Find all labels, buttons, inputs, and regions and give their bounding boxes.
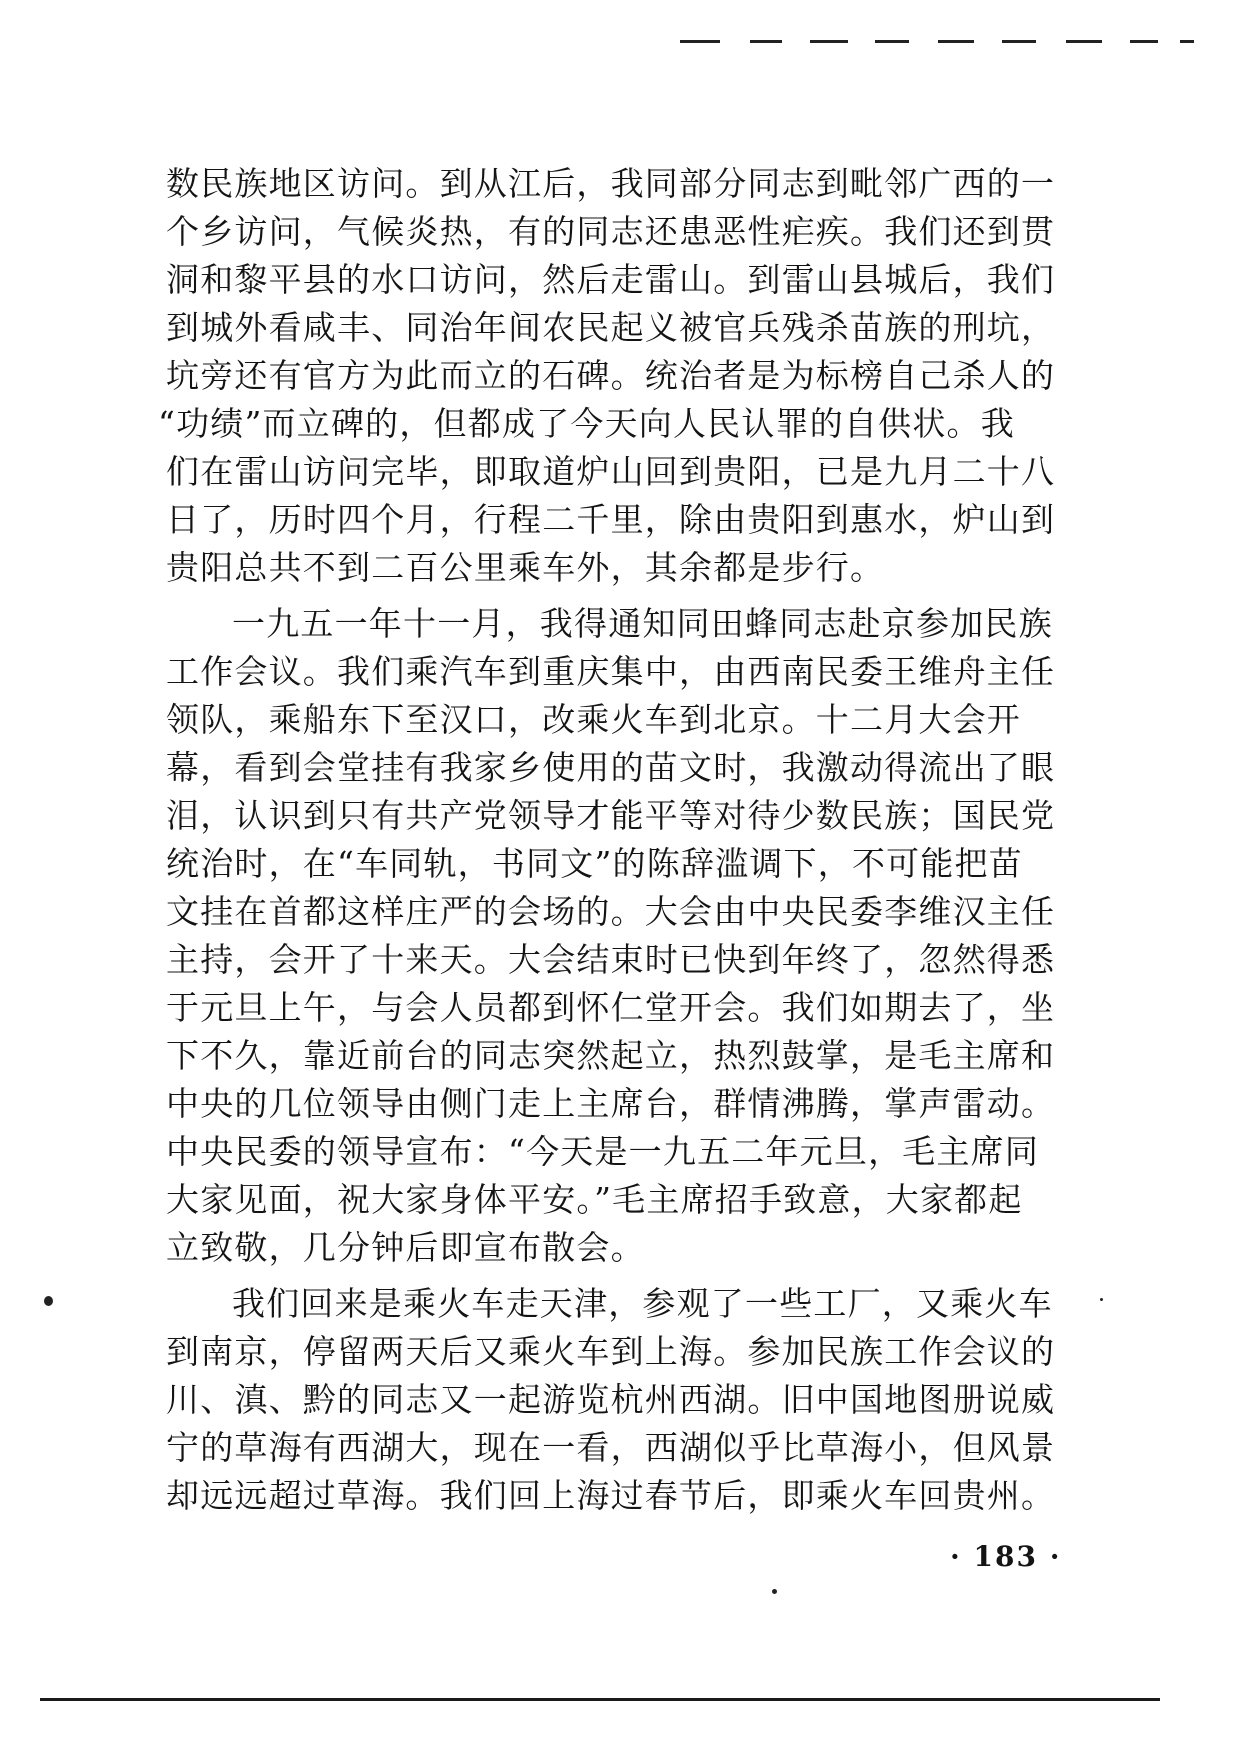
text-line: 数民族地区访问。到从江后，我同部分同志到毗邻广西的一 [166,164,1056,203]
text-line: 中央的几位领导由侧门走上主席台，群情沸腾，掌声雷动。 [166,1084,1056,1123]
text-line: 宁的草海有西湖大，现在一看，西湖似乎比草海小，但风景 [166,1428,1056,1467]
bottom-rule [40,1698,1160,1701]
text-line: 工作会议。我们乘汽车到重庆集中，由西南民委王维舟主任 [166,652,1056,691]
text-line: 坑旁还有官方为此而立的石碑。统治者是为标榜自己杀人的 [166,356,1056,395]
text-line: 日了，历时四个月，行程二千里，除由贵阳到惠水，炉山到 [166,500,1056,539]
text-line: 主持，会开了十来天。大会结束时已快到年终了，忽然得悉 [166,940,1056,979]
text-line: 中央民委的领导宣布：“今天是一九五二年元旦，毛主席同 [166,1132,1040,1171]
text-line: 文挂在首都这样庄严的会场的。大会由中央民委李维汉主任 [166,892,1056,931]
text-line: 个乡访问，气候炎热，有的同志还患恶性疟疾。我们还到贯 [166,212,1056,251]
page-number: · 183 · [950,1540,1062,1573]
text-line: 统治时，在“车同轨，书同文”的陈辞滥调下，不可能把苗 [166,844,1023,883]
text-line: 川、滇、黔的同志又一起游览杭州西湖。旧中国地图册说威 [166,1380,1056,1419]
scan-speck [772,1589,777,1594]
paragraph-start-line: 一九五一年十一月，我得通知同田蜂同志赴京参加民族 [232,604,1053,643]
text-line: 立致敬，几分钟后即宣布散会。 [166,1228,645,1267]
text-line: 幕，看到会堂挂有我家乡使用的苗文时，我激动得流出了眼 [166,748,1056,787]
text-line: 们在雷山访问完毕，即取道炉山回到贵阳，已是九月二十八 [166,452,1056,491]
text-line: “功绩”而立碑的，但都成了今天向人民认罪的自供状。我 [158,404,1015,443]
text-line: 于元旦上午，与会人员都到怀仁堂开会。我们如期去了，坐 [166,988,1056,1027]
text-line: 到城外看咸丰、同治年间农民起义被官兵残杀苗族的刑坑， [166,308,1056,347]
text-line: 领队，乘船东下至汉口，改乘火车到北京。十二月大会开 [166,700,1021,739]
body-text [158,160,1126,1520]
paragraph-start-line: 我们回来是乘火车走天津，参观了一些工厂，又乘火车 [232,1284,1053,1323]
scan-speck [44,1296,53,1306]
text-line: 大家见面，祝大家身体平安。”毛主席招手致意，大家都起 [166,1180,1023,1219]
text-line: 到南京，停留两天后又乘火车到上海。参加民族工作会议的 [166,1332,1056,1371]
top-dash-rule [680,40,1200,48]
text-line: 却远远超过草海。我们回上海过春节后，即乘火车回贵州。 [166,1476,1056,1515]
scan-speck [1100,1298,1103,1301]
text-line: 泪，认识到只有共产党领导才能平等对待少数民族；国民党 [166,796,1056,835]
text-line: 贵阳总共不到二百公里乘车外，其余都是步行。 [166,548,885,587]
text-line: 洞和黎平县的水口访问，然后走雷山。到雷山县城后，我们 [166,260,1056,299]
text-line: 下不久，靠近前台的同志突然起立，热烈鼓掌，是毛主席和 [166,1036,1056,1075]
